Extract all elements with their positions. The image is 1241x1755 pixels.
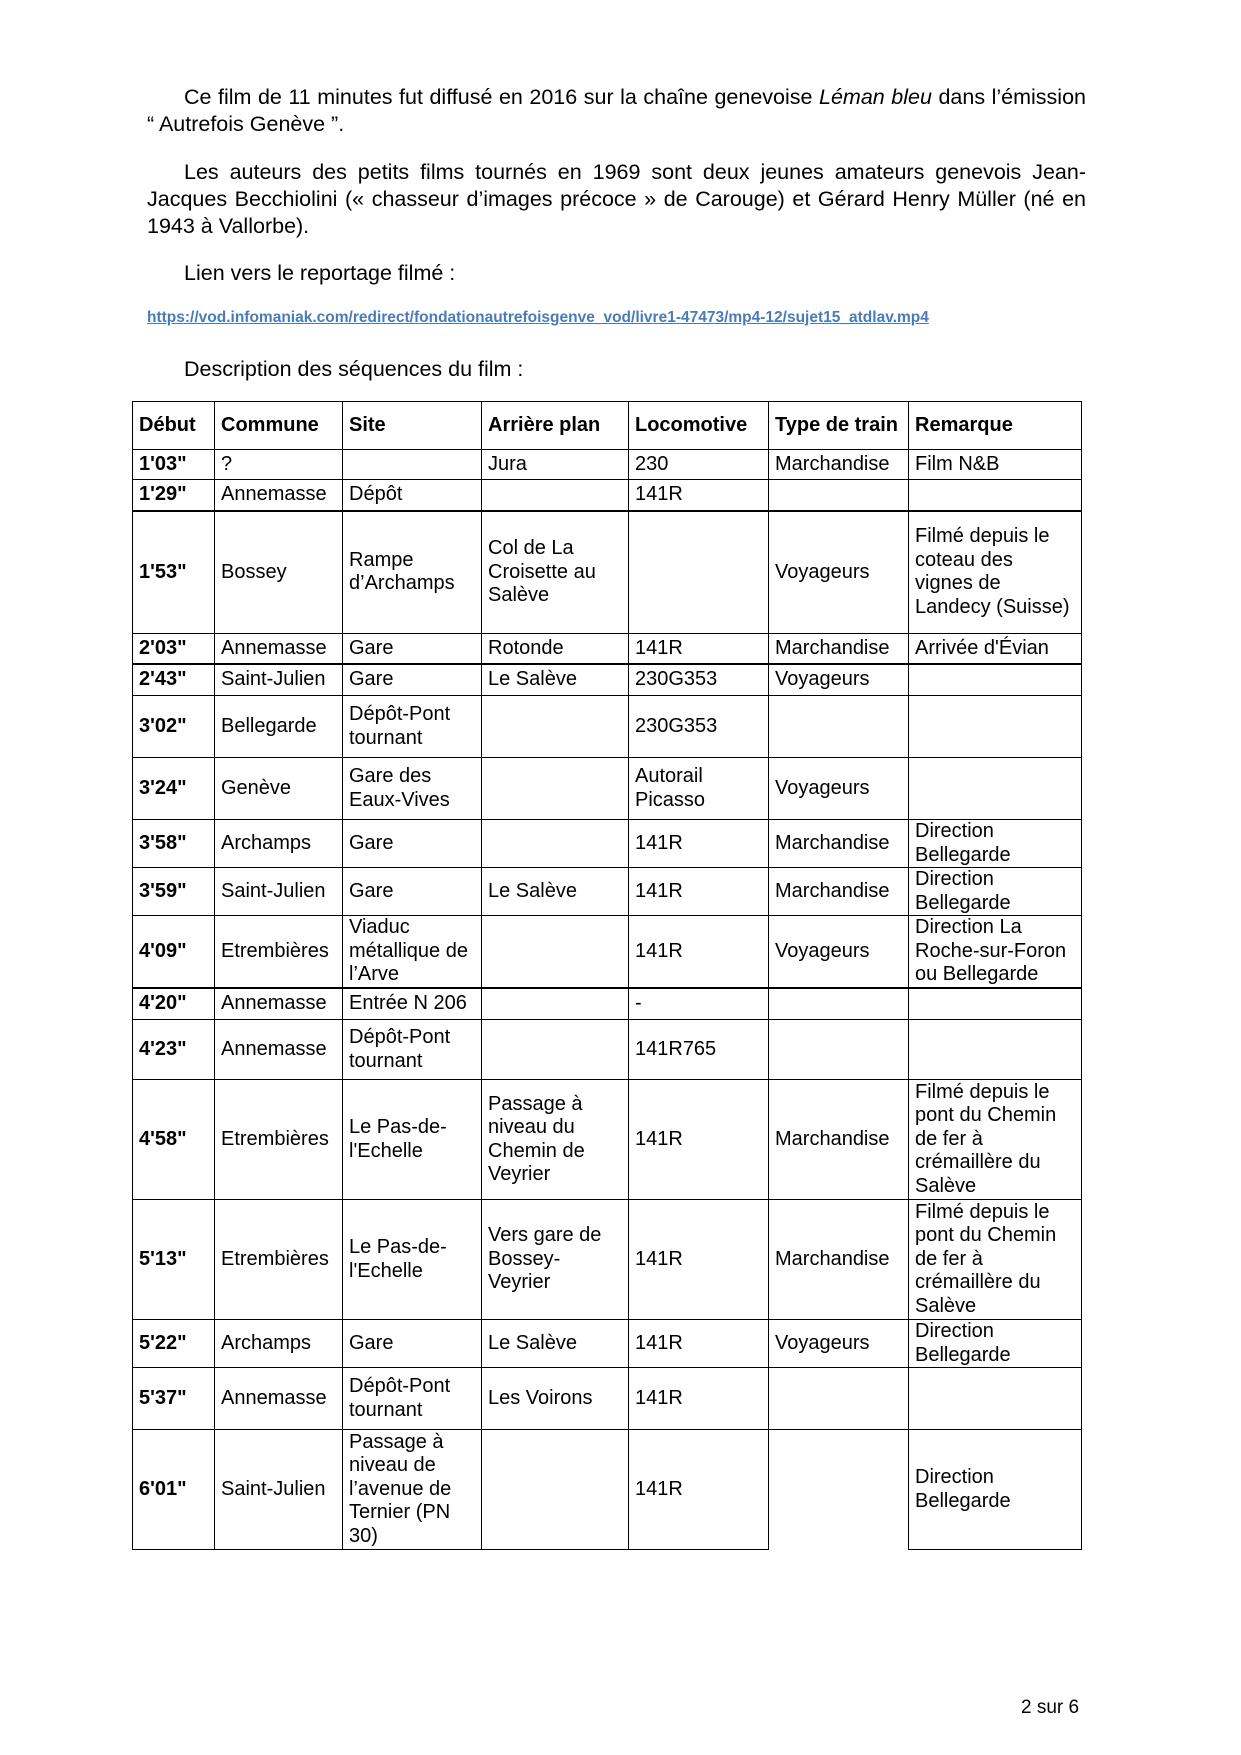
cell-debut: 6'01" [133, 1430, 215, 1550]
cell-site [343, 450, 482, 480]
cell-remarque [909, 696, 1082, 758]
cell-remarque: Filmé depuis le pont du Chemin de fer à crémaillère du Salève [909, 1200, 1082, 1320]
cell-locomotive: 230G353 [629, 664, 769, 696]
cell-locomotive: 230G353 [629, 696, 769, 758]
cell-commune: Archamps [215, 1320, 343, 1368]
cell-locomotive: 230 [629, 450, 769, 480]
channel-name: Léman bleu [819, 85, 932, 109]
cell-type-train: Marchandise [769, 1080, 909, 1200]
cell-commune: Bellegarde [215, 696, 343, 758]
cell-type-train [769, 1020, 909, 1080]
cell-remarque [909, 758, 1082, 820]
cell-commune: Etrembières [215, 916, 343, 988]
cell-site: Gare [343, 820, 482, 868]
cell-locomotive: 141R [629, 1080, 769, 1200]
cell-arriere-plan [482, 480, 629, 511]
cell-commune: Bossey [215, 511, 343, 634]
cell-arriere-plan: Col de La Croisette au Salève [482, 511, 629, 634]
cell-debut: 3'59" [133, 868, 215, 916]
cell-arriere-plan: Le Salève [482, 868, 629, 916]
table-row [133, 1080, 1082, 1200]
table-row [133, 1320, 1082, 1368]
cell-remarque [909, 664, 1082, 696]
cell-debut: 1'53" [133, 511, 215, 634]
cell-locomotive: 141R [629, 1320, 769, 1368]
table-row [133, 511, 1082, 634]
cell-remarque: Filmé depuis le pont du Chemin de fer à crémaillère du Salève [909, 1080, 1082, 1200]
cell-type-train: Voyageurs [769, 916, 909, 988]
cell-arriere-plan: Passage à niveau du Chemin de Veyrier [482, 1080, 629, 1200]
table-row [133, 1200, 1082, 1320]
intro-text: Ce film de 11 minutes fut diffusé en 2016 sur la chaîne genevoise [184, 85, 820, 109]
cell-debut: 4'58" [133, 1080, 215, 1200]
cell-debut: 5'13" [133, 1200, 215, 1320]
cell-arriere-plan: Le Salève [482, 1320, 629, 1368]
cell-arriere-plan: Le Salève [482, 664, 629, 696]
cell-locomotive: 141R [629, 820, 769, 868]
cell-locomotive: Autorail Picasso [629, 758, 769, 820]
cell-site: Gare [343, 664, 482, 696]
table-row [133, 1020, 1082, 1080]
table-row [133, 480, 1082, 511]
cell-site: Gare [343, 1320, 482, 1368]
cell-site: Gare [343, 634, 482, 664]
cell-commune: Annemasse [215, 1368, 343, 1430]
cell-debut: 3'02" [133, 696, 215, 758]
cell-debut: 4'09" [133, 916, 215, 988]
table-intro-text: Description des séquences du film : [184, 357, 524, 381]
cell-debut: 3'58" [133, 820, 215, 868]
header-site: Site [343, 402, 482, 450]
cell-site: Gare des Eaux-Vives [343, 758, 482, 820]
cell-remarque: Direction Bellegarde [909, 1430, 1082, 1550]
cell-arriere-plan [482, 1020, 629, 1080]
header-locomotive: Locomotive [629, 402, 769, 450]
cell-type-train: Voyageurs [769, 511, 909, 634]
table-body [133, 450, 1082, 1550]
page-number: 2 sur 6 [1021, 1697, 1080, 1718]
cell-commune: Archamps [215, 820, 343, 868]
cell-remarque: Arrivée d'Évian [909, 634, 1082, 664]
cell-commune: Saint-Julien [215, 664, 343, 696]
cell-remarque: Direction Bellegarde [909, 868, 1082, 916]
cell-commune: ? [215, 450, 343, 480]
cell-remarque: Filmé depuis le coteau des vignes de Landecy (Suisse) [909, 511, 1082, 634]
cell-remarque: Direction Bellegarde [909, 1320, 1082, 1368]
header-commune: Commune [215, 402, 343, 450]
cell-arriere-plan [482, 820, 629, 868]
cell-remarque [909, 1020, 1082, 1080]
cell-commune: Etrembières [215, 1080, 343, 1200]
table-row [133, 696, 1082, 758]
cell-arriere-plan [482, 916, 629, 988]
table-row [133, 820, 1082, 868]
cell-arriere-plan [482, 1430, 629, 1550]
header-arriere-plan: Arrière plan [482, 402, 629, 450]
cell-commune: Saint-Julien [215, 1430, 343, 1550]
table-header-row [133, 402, 1082, 450]
header-debut: Début [133, 402, 215, 450]
cell-type-train: Marchandise [769, 868, 909, 916]
cell-debut: 5'37" [133, 1368, 215, 1430]
cell-site: Gare [343, 868, 482, 916]
cell-debut: 2'03" [133, 634, 215, 664]
cell-locomotive: 141R [629, 480, 769, 511]
cell-site: Entrée N 206 [343, 988, 482, 1020]
table-row [133, 868, 1082, 916]
cell-type-train: Marchandise [769, 820, 909, 868]
cell-locomotive: 141R [629, 634, 769, 664]
cell-commune: Etrembières [215, 1200, 343, 1320]
table-row [133, 634, 1082, 664]
table-intro-paragraph [147, 356, 1086, 383]
cell-remarque [909, 988, 1082, 1020]
cell-site: Dépôt-Pont tournant [343, 696, 482, 758]
link-intro-text: Lien vers le reportage filmé : [184, 261, 456, 285]
cell-commune: Annemasse [215, 1020, 343, 1080]
cell-type-train: Voyageurs [769, 664, 909, 696]
table-row [133, 450, 1082, 480]
cell-site: Le Pas-de-l'Echelle [343, 1200, 482, 1320]
cell-commune: Saint-Julien [215, 868, 343, 916]
cell-type-train: Marchandise [769, 450, 909, 480]
cell-site: Le Pas-de-l'Echelle [343, 1080, 482, 1200]
sequence-table [132, 401, 1082, 1550]
cell-commune: Genève [215, 758, 343, 820]
table-row [133, 988, 1082, 1020]
header-remarque: Remarque [909, 402, 1082, 450]
cell-arriere-plan: Jura [482, 450, 629, 480]
cell-type-train [769, 1368, 909, 1430]
authors-text: Les auteurs des petits films tournés en 1969 sont deux jeunes amateurs genevois Jean-Jacques Becchiolini (« chasseur d’images précoce » de Carouge) et Gérard Henry Müller (né en 1943 à Vallorbe). [147, 160, 1086, 238]
cell-commune: Annemasse [215, 634, 343, 664]
cell-remarque [909, 1368, 1082, 1430]
intro-paragraph [147, 84, 1086, 138]
cell-site: Dépôt-Pont tournant [343, 1020, 482, 1080]
cell-site: Dépôt-Pont tournant [343, 1368, 482, 1430]
cell-debut: 2'43" [133, 664, 215, 696]
cell-arriere-plan: Rotonde [482, 634, 629, 664]
table-row [133, 758, 1082, 820]
cell-type-train: Marchandise [769, 634, 909, 664]
cell-type-train [769, 988, 909, 1020]
cell-locomotive: 141R [629, 916, 769, 988]
cell-arriere-plan [482, 988, 629, 1020]
cell-locomotive: 141R [629, 1368, 769, 1430]
table-row [133, 916, 1082, 988]
cell-commune: Annemasse [215, 480, 343, 511]
cell-locomotive: 141R [629, 1430, 769, 1550]
cell-remarque [909, 480, 1082, 511]
table-row [133, 1368, 1082, 1430]
cell-type-train [769, 696, 909, 758]
link-intro-paragraph [147, 260, 1086, 287]
cell-debut: 3'24" [133, 758, 215, 820]
cell-debut: 1'03" [133, 450, 215, 480]
cell-site: Rampe d’Archamps [343, 511, 482, 634]
cell-site: Viaduc métallique de l’Arve [343, 916, 482, 988]
cell-commune: Annemasse [215, 988, 343, 1020]
table-row [133, 664, 1082, 696]
video-link[interactable]: https://vod.infomaniak.com/redirect/fondationautrefoisgenve_vod/livre1-47473/mp4-12/sujet15_atdlav.mp4 [147, 309, 929, 326]
intro-text-end: dans l’émission “ Autrefois Genève ”. [147, 85, 1086, 136]
cell-arriere-plan: Les Voirons [482, 1368, 629, 1430]
cell-debut: 1'29" [133, 480, 215, 511]
cell-locomotive: - [629, 988, 769, 1020]
cell-type-train: Marchandise [769, 1200, 909, 1320]
cell-remarque: Direction La Roche-sur-Foron ou Bellegarde [909, 916, 1082, 988]
cell-remarque: Direction Bellegarde [909, 820, 1082, 868]
cell-locomotive: 141R [629, 1200, 769, 1320]
cell-remarque: Film N&B [909, 450, 1082, 480]
cell-type-train: Voyageurs [769, 758, 909, 820]
cell-locomotive: 141R [629, 868, 769, 916]
cell-debut: 5'22" [133, 1320, 215, 1368]
cell-arriere-plan [482, 758, 629, 820]
cell-type-train: Voyageurs [769, 1320, 909, 1368]
cell-type-train [769, 480, 909, 511]
cell-site: Passage à niveau de l’avenue de Ternier (PN 30) [343, 1430, 482, 1550]
cell-locomotive [629, 511, 769, 634]
cell-type-train [769, 1430, 909, 1550]
cell-debut: 4'20" [133, 988, 215, 1020]
cell-debut: 4'23" [133, 1020, 215, 1080]
cell-arriere-plan [482, 696, 629, 758]
authors-paragraph [147, 159, 1086, 240]
cell-arriere-plan: Vers gare de Bossey-Veyrier [482, 1200, 629, 1320]
header-type-train: Type de train [769, 402, 909, 450]
cell-locomotive: 141R765 [629, 1020, 769, 1080]
table-row [133, 1430, 1082, 1550]
cell-site: Dépôt [343, 480, 482, 511]
